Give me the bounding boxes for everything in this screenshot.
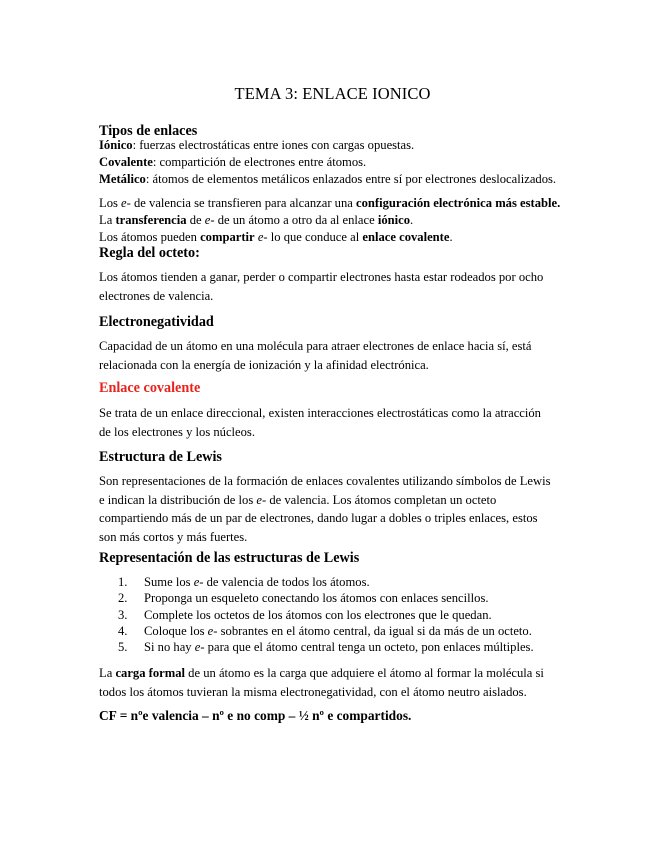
heading-electronegatividad: Electronegatividad [99,314,214,330]
electroneg-paragraph [99,337,574,374]
carga-line-1: La carga formal de un átomo es la carga que adquiere el átomo al formar la molécula si [99,666,544,680]
valencia-line-3: Los átomos pueden compartir e- lo que conduce al enlace covalente. [99,230,453,245]
heading-octeto: Regla del octeto: [99,245,200,261]
electroneg-line-2: relacionada con la energía de ionización y la afinidad electrónica. [99,357,429,372]
heading-estructura-lewis: Estructura de Lewis [99,449,222,465]
octeto-paragraph [99,268,574,305]
covalente-line-1: Se trata de un enlace direccional, existen interacciones electrostáticas como la atracción [99,406,541,420]
tipo-ionico: Iónico: fuerzas electrostáticas entre iones con cargas opuestas. [99,138,415,152]
covalente-paragraph [99,404,574,441]
octeto-line-2: electrones de valencia. [99,288,214,303]
valencia-line-1: Los e- de valencia se transfieren para alcanzar una configuración electrónica más estable. [99,196,561,210]
lewis-paragraph [99,472,574,546]
carga-line-2: todos los átomos tuvieran la misma electronegatividad, con el átomo neutro aislados. [99,684,527,699]
list-item: 3. Complete los octetos de los átomos con los electrones que le quedan. [118,607,492,622]
lewis-line-1: Son representaciones de la formación de enlaces covalentes utilizando símbolos de Lewis [99,474,551,488]
list-item: 4. Coloque los e- sobrantes en el átomo central, da igual si da más de un octeto. [118,623,532,638]
list-item: 5. Si no hay e- para que el átomo central tenga un octeto, pon enlaces múltiples. [118,640,534,655]
valencia-line-2: La transferencia de e- de un átomo a otro da al enlace iónico. [99,213,414,228]
lewis-line-2: e indican la distribución de los e- de valencia. Los átomos completan un octeto [99,492,497,507]
steps-list [118,574,534,655]
electroneg-line-1: Capacidad de un átomo en una molécula para atraer electrones de enlace hacia sí, está [99,339,532,353]
covalente-line-2: de los electrones y los núcleos. [99,424,255,439]
carga-formal-paragraph [99,664,574,701]
octeto-line-1: Los átomos tienden a ganar, perder o compartir electrones hasta estar rodeados por ocho [99,270,544,284]
list-item: 2. Proponga un esqueleto conectando los átomos con enlaces sencillos. [118,591,489,606]
formula-cf: CF = nºe valencia – nº e no comp – ½ nº e compartidos. [99,708,412,723]
tipo-covalente: Covalente: compartición de electrones entre átomos. [99,155,367,170]
heading-enlace-covalente: Enlace covalente [99,380,201,396]
tipo-metalico: Metálico: átomos de elementos metálicos enlazados entre sí por electrones deslocalizados. [99,172,557,187]
tipos-list [99,137,579,189]
lewis-line-4: son más cortos y más fuertes. [99,529,248,544]
valencia-block [99,195,579,247]
heading-tipos: Tipos de enlaces [99,123,198,139]
heading-representacion: Representación de las estructuras de Lewis [99,550,360,566]
lewis-line-3: compartiendo más de un par de electrones, dando lugar a dobles o triples enlaces, estos [99,511,538,526]
page-title: TEMA 3: ENLACE IONICO [234,84,431,103]
list-item: 1. Sume los e- de valencia de todos los átomos. [118,575,370,589]
